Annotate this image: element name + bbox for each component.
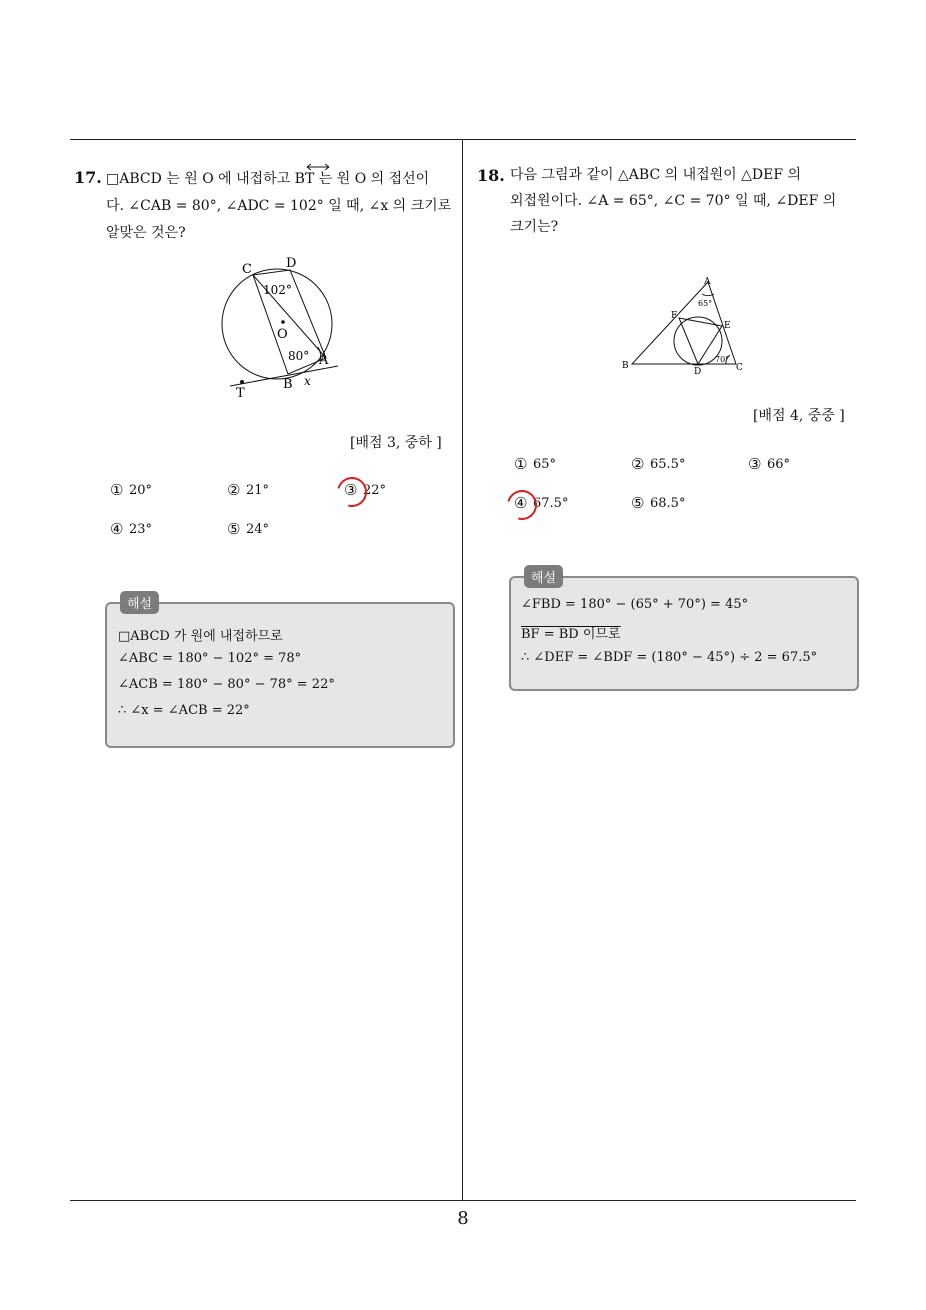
label-c: C xyxy=(242,262,252,277)
score-label: [배점 3, 중하 ] xyxy=(350,435,442,451)
question-line-3: 크기는? xyxy=(510,219,559,235)
choice-number: ⑤ xyxy=(227,520,241,538)
solution-line-3: ∠ACB = 180° − 80° − 78° = 22° xyxy=(118,677,335,692)
choice-4[interactable] xyxy=(110,522,152,537)
choice-number: ② xyxy=(631,455,645,473)
choice-text: 20° xyxy=(129,483,153,498)
choice-number: ④ xyxy=(514,494,528,512)
label-t: T xyxy=(236,386,245,401)
choice-text: 67.5° xyxy=(533,496,569,511)
question-line-1: □ABCD 는 원 O 에 내접하고 BT 는 원 O 의 접선이 xyxy=(106,171,430,187)
choice-number: ① xyxy=(514,455,528,473)
bottom-rule xyxy=(70,1200,856,1201)
label-d: D xyxy=(286,256,297,271)
choice-2[interactable] xyxy=(227,483,269,498)
label-o: O xyxy=(277,327,288,342)
selected-answer-mark xyxy=(502,485,543,526)
choice-1[interactable] xyxy=(110,483,152,498)
choice-5[interactable] xyxy=(631,496,685,511)
choice-text: 21° xyxy=(246,483,270,498)
label-d: D xyxy=(694,367,702,377)
choice-text: 24° xyxy=(246,522,270,537)
solution-line-2: ∠ABC = 180° − 102° = 78° xyxy=(118,651,302,666)
label-x: x xyxy=(304,374,311,388)
choice-number: ④ xyxy=(110,520,124,538)
solution-box xyxy=(105,602,455,748)
label-angle-70: 70° xyxy=(715,355,730,364)
top-rule xyxy=(70,139,856,140)
choice-number: ② xyxy=(227,481,241,499)
column-divider xyxy=(462,139,463,1201)
solution-tag: 해설 xyxy=(524,565,563,588)
solution-line-1: □ABCD 가 원에 내접하므로 xyxy=(118,629,283,644)
choice-number: ③ xyxy=(344,481,358,499)
choice-text: 65° xyxy=(533,457,557,472)
choice-text: 23° xyxy=(129,522,153,537)
question-number: 18. xyxy=(477,166,505,185)
choice-2[interactable] xyxy=(631,457,685,472)
label-b: B xyxy=(622,361,629,371)
question-line-2: 다. ∠CAB = 80°, ∠ADC = 102° 일 때, ∠x 의 크기로 xyxy=(106,198,452,214)
label-angle-102: 102° xyxy=(263,283,292,297)
choice-text: 65.5° xyxy=(650,457,686,472)
solution-line-2: BF = BD 이므로 xyxy=(521,627,621,642)
solution-line-4: ∴ ∠x = ∠ACB = 22° xyxy=(118,703,250,718)
choice-3[interactable] xyxy=(748,457,790,472)
choice-number: ③ xyxy=(748,455,762,473)
choice-text: 66° xyxy=(767,457,791,472)
label-e: E xyxy=(724,321,731,331)
label-angle-65: 65° xyxy=(698,299,713,308)
choice-number: ⑤ xyxy=(631,494,645,512)
selected-answer-mark xyxy=(332,472,373,513)
question-line-2: 외접원이다. ∠A = 65°, ∠C = 70° 일 때, ∠DEF 의 xyxy=(510,193,837,209)
triangle-figure xyxy=(618,272,753,378)
choice-1[interactable] xyxy=(514,457,556,472)
line-arrow-icon xyxy=(305,162,331,172)
question-line-1: 다음 그림과 같이 △ABC 의 내접원이 △DEF 의 xyxy=(510,167,802,183)
question-line-3: 알맞은 것은? xyxy=(106,225,186,241)
question-number: 17. xyxy=(74,168,102,187)
circle-figure xyxy=(220,254,350,404)
label-a: A xyxy=(319,353,329,368)
score-label: [배점 4, 중중 ] xyxy=(753,408,845,424)
label-a: A xyxy=(704,277,711,287)
label-c: C xyxy=(736,363,743,373)
label-f: F xyxy=(671,311,678,321)
choice-text: 68.5° xyxy=(650,496,686,511)
solution-line-1: ∠FBD = 180° − (65° + 70°) = 45° xyxy=(521,597,749,612)
solution-tag: 해설 xyxy=(120,591,159,614)
solution-line-3: ∴ ∠DEF = ∠BDF = (180° − 45°) ÷ 2 = 67.5° xyxy=(521,650,818,665)
page-number: 8 xyxy=(457,1208,469,1229)
choice-5[interactable] xyxy=(227,522,269,537)
choice-text: 22° xyxy=(363,483,387,498)
label-angle-80: 80° xyxy=(288,349,310,363)
choice-number: ① xyxy=(110,481,124,499)
label-b: B xyxy=(283,377,293,392)
